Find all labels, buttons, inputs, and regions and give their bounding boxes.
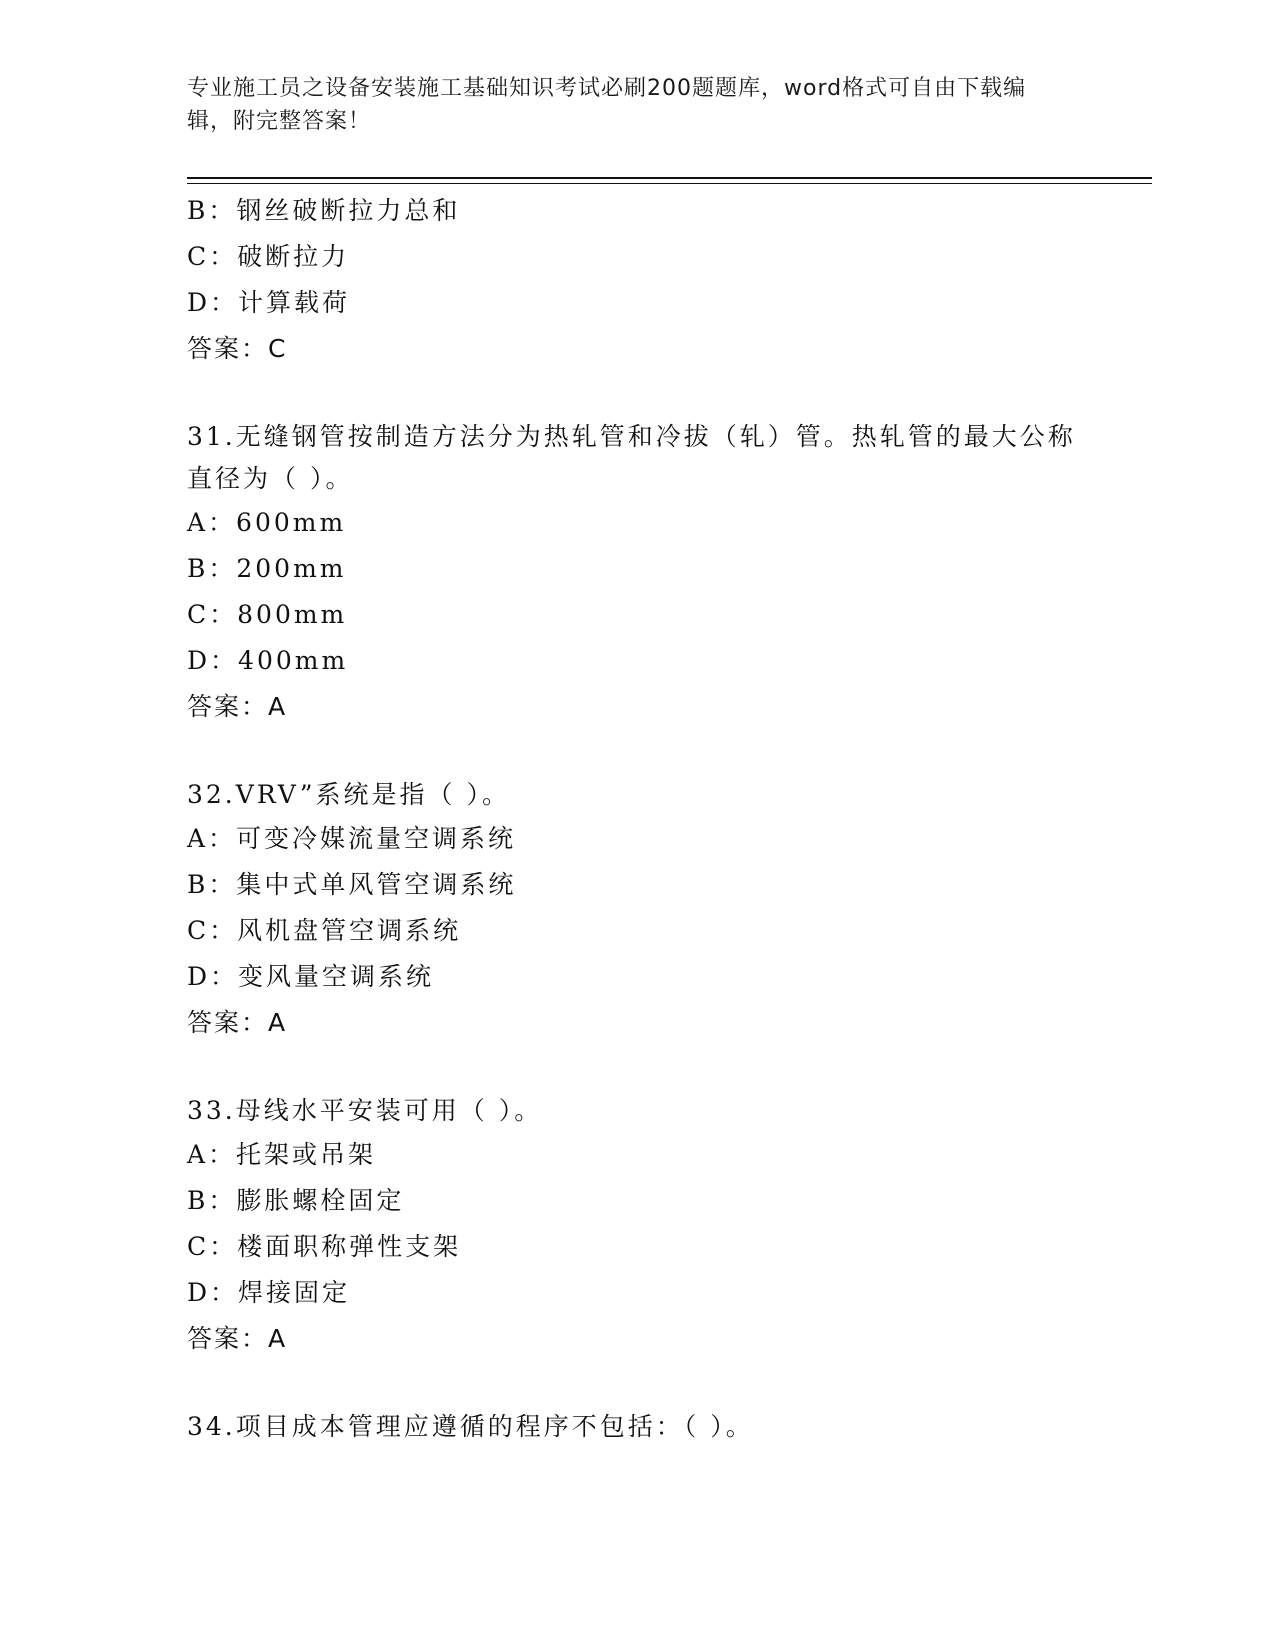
question-text: 31.无缝钢管按制造方法分为热轧管和冷拔（轧）管。热轧管的最大公称直径为（ ）。 <box>187 422 1076 493</box>
option-c: C：800mm <box>187 600 348 629</box>
option-b: B：集中式单风管空调系统 <box>187 870 517 899</box>
option-a: A：可变冷媒流量空调系统 <box>187 824 517 853</box>
question-text: 32.VRV”系统是指（ ）。 <box>187 780 510 809</box>
option-d: D：变风量空调系统 <box>187 962 435 991</box>
question-text: 34.项目成本管理应遵循的程序不包括：（ ）。 <box>187 1412 754 1441</box>
option-b: B：钢丝破断拉力总和 <box>187 196 461 225</box>
question-34 <box>187 1406 1087 1448</box>
option-a: A：600mm <box>187 508 347 537</box>
option-a: A：托架或吊架 <box>187 1140 377 1169</box>
document-header: 专业施工员之设备安装施工基础知识考试必刷200题题库，word格式可自由下载编辑，附完整答案！ <box>187 76 1027 134</box>
header-rule-thin <box>187 183 1152 184</box>
answer-line: 答案：C <box>187 334 288 363</box>
option-c: C：风机盘管空调系统 <box>187 916 462 945</box>
option-d: D：400mm <box>187 646 349 675</box>
question-31 <box>187 416 1087 730</box>
question-content <box>187 188 1087 1448</box>
option-d: D：计算载荷 <box>187 288 351 317</box>
question-text: 33.母线水平安装可用（ ）。 <box>187 1096 543 1125</box>
option-d: D：焊接固定 <box>187 1278 351 1307</box>
answer-line: 答案：A <box>187 692 288 721</box>
question-32 <box>187 774 1087 1046</box>
option-b: B：膨胀螺栓固定 <box>187 1186 405 1215</box>
option-c: C：楼面职称弹性支架 <box>187 1232 462 1261</box>
option-b: B：200mm <box>187 554 347 583</box>
answer-line: 答案：A <box>187 1324 288 1353</box>
question-fragment <box>187 188 1087 372</box>
option-c: C：破断拉力 <box>187 242 350 271</box>
answer-line: 答案：A <box>187 1008 288 1037</box>
question-33 <box>187 1090 1087 1362</box>
header-rule-thick <box>187 177 1152 179</box>
